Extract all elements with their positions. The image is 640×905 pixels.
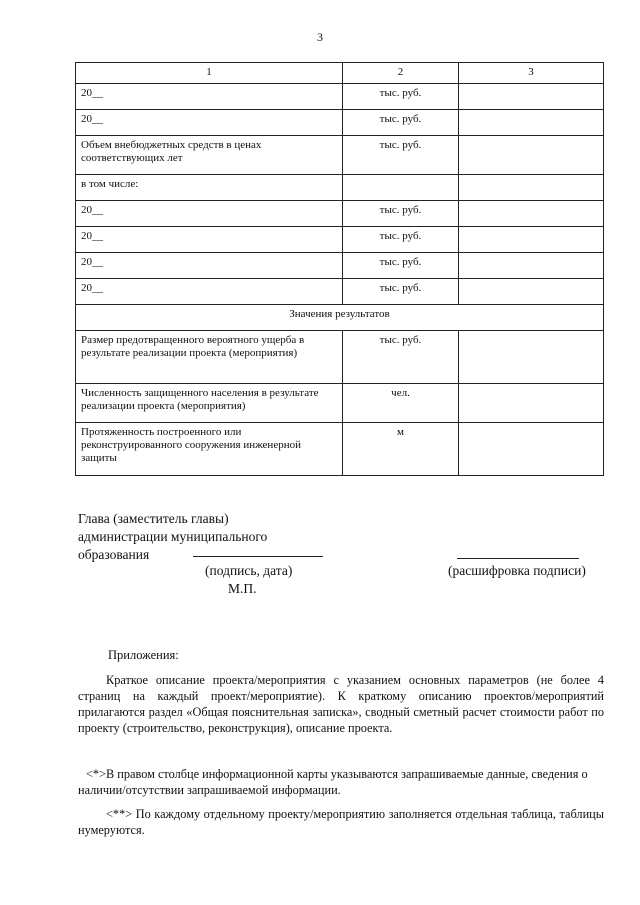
row-unit: тыс. руб.: [343, 201, 459, 227]
row-value: [459, 253, 604, 279]
result-value: [459, 384, 604, 423]
row-unit: тыс. руб.: [343, 84, 459, 110]
table-row: [76, 136, 604, 175]
section-row: [76, 305, 604, 331]
footnote-2: <**> По каждому отдельному проекту/мероприятию заполняется отдельная таблица, таблицы нумеруются.: [78, 807, 604, 837]
appendix-text: Краткое описание проекта/мероприятия с указанием основных параметров (не более 4 страниц на каждый проект/мероприятие). К краткому описанию проектов/мероприятий прилагаются раздел «Общая пояснительная записка», сводный сметный расчет стоимости работ по проекту (строительство, реконструкция), описание проекта.: [78, 673, 604, 735]
result-value: [459, 423, 604, 476]
page-number: 3: [317, 30, 323, 44]
result-row: [76, 423, 604, 476]
name-decoding-caption: (расшифровка подписи): [448, 563, 586, 578]
position-line-2: администрации муниципального: [78, 529, 268, 544]
result-row: [76, 331, 604, 384]
position-line-1: Глава (заместитель главы): [78, 511, 229, 526]
footnote-1: <*>В правом столбце информационной карты указываются запрашиваемые данные, сведения о наличии/отсутствии запрашиваемой информации.: [78, 767, 588, 797]
row-label: 20__: [76, 84, 343, 110]
row-value: [459, 136, 604, 175]
header-col-3: 3: [459, 63, 604, 84]
row-unit: тыс. руб.: [343, 227, 459, 253]
row-label: 20__: [76, 201, 343, 227]
signature-line: [193, 556, 323, 557]
appendix-title: Приложения:: [108, 648, 179, 662]
row-unit: тыс. руб.: [343, 136, 459, 175]
table-header-row: [76, 63, 604, 84]
row-value: [459, 201, 604, 227]
row-value: [459, 110, 604, 136]
table-row: [76, 201, 604, 227]
result-label: Протяженность построенного или реконструированного сооружения инженерной защиты: [76, 423, 343, 476]
row-unit: тыс. руб.: [343, 253, 459, 279]
row-label: 20__: [76, 227, 343, 253]
header-col-2: 2: [343, 63, 459, 84]
row-label: 20__: [76, 279, 343, 305]
table-row: [76, 175, 604, 201]
result-row: [76, 384, 604, 423]
name-decoding-line: [457, 558, 579, 559]
table-row: [76, 279, 604, 305]
position-line-3: образования: [78, 547, 150, 562]
row-label: в том числе:: [76, 175, 343, 201]
information-card-table: [75, 62, 604, 476]
section-title: Значения результатов: [76, 305, 604, 331]
table-row: [76, 227, 604, 253]
signature-caption: (подпись, дата): [205, 563, 293, 578]
row-value: [459, 175, 604, 201]
result-unit: тыс. руб.: [343, 331, 459, 384]
row-unit: тыс. руб.: [343, 110, 459, 136]
row-label: 20__: [76, 253, 343, 279]
table-row: [76, 84, 604, 110]
row-unit: тыс. руб.: [343, 279, 459, 305]
stamp-place: М.П.: [228, 581, 257, 596]
result-label: Размер предотвращенного вероятного ущерба в результате реализации проекта (мероприятия): [76, 331, 343, 384]
result-unit: м: [343, 423, 459, 476]
row-value: [459, 279, 604, 305]
table-row: [76, 253, 604, 279]
row-value: [459, 84, 604, 110]
result-unit: чел.: [343, 384, 459, 423]
header-col-1: 1: [76, 63, 343, 84]
row-label: 20__: [76, 110, 343, 136]
table-row: [76, 110, 604, 136]
row-label: Объем внебюджетных средств в ценах соответствующих лет: [76, 136, 343, 175]
row-value: [459, 227, 604, 253]
row-unit: [343, 175, 459, 201]
result-value: [459, 331, 604, 384]
result-label: Численность защищенного населения в результате реализации проекта (мероприятия): [76, 384, 343, 423]
